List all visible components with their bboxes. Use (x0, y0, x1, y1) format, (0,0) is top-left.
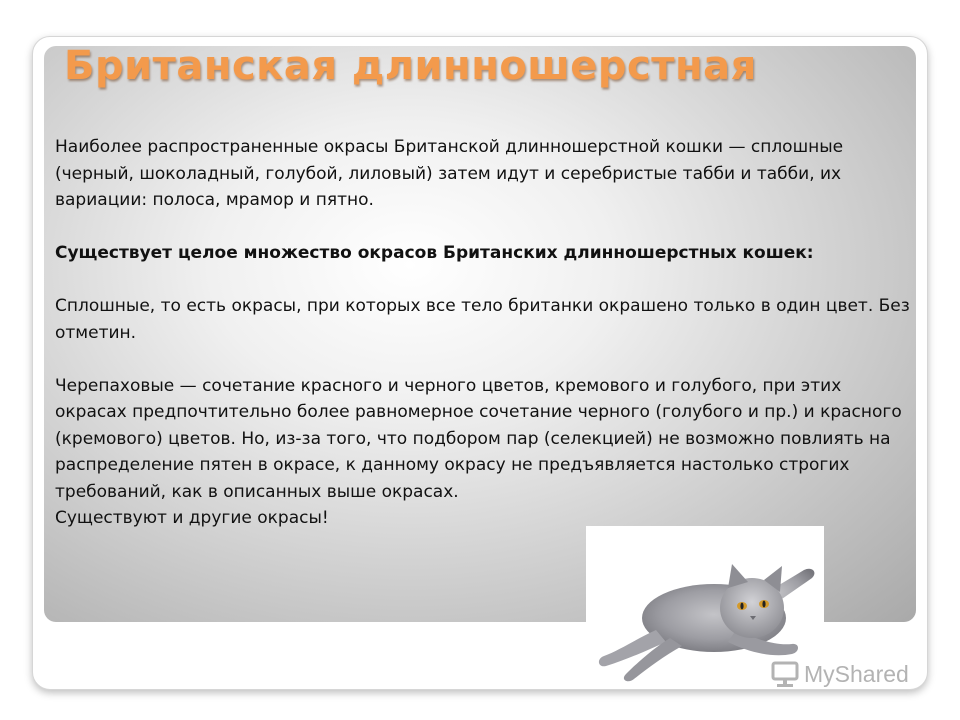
watermark-text: MyShared (804, 660, 909, 687)
paragraph-tortoiseshell: Черепаховые — сочетание красного и черного цветов, кремового и голубого, при этих окрасах предпочтительно более равномерное сочетание черного (голубого и пр.) и красного (кремового) цветов. Но, из-за того, что подбором пар (селекцией) не возможно повлиять на распределение пятен в окрасе, к данному окрасу не предъявляется настолько строгих требований, как в описанных выше окрасах. (55, 375, 902, 502)
paragraph-other-colors: Существуют и другие окрасы! (55, 508, 329, 528)
slide-title: Британская длинношерстная (64, 43, 757, 89)
paragraph-solid-colors: Сплошные, то есть окрасы, при которых все тело британки окрашено только в один цвет. Без отметин. (55, 296, 910, 343)
projector-screen-icon (770, 659, 800, 689)
paragraph-common-colors: Наиболее распространенные окрасы Британской длинношерстной кошки — сплошные (черный, шоколадный, голубой, лиловый) затем идут и серебристые табби и табби, их вариации: полоса, мрамор и пятно. (55, 137, 844, 210)
slide-body (55, 134, 915, 532)
watermark (770, 658, 909, 690)
paragraph-colors-heading: Существует целое множество окрасов Британских длинношерстных кошек: (55, 243, 814, 263)
